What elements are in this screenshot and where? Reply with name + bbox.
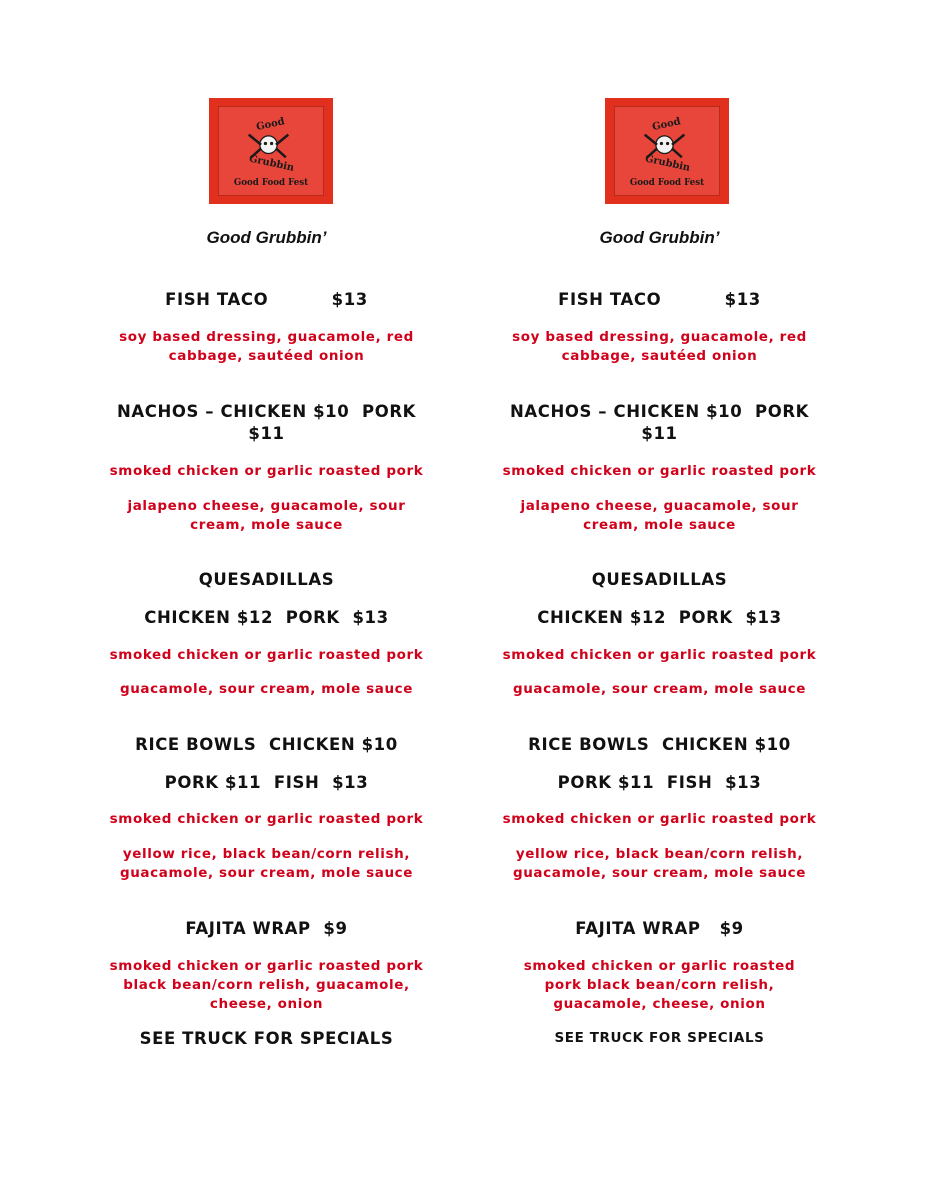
logo	[209, 98, 333, 204]
svg-text:Good Food Fest: Good Food Fest	[629, 177, 705, 188]
rice-bowls-desc: yellow rice, black bean/corn relish, guacamole, sour cream, mole sauce	[119, 846, 414, 881]
fish-taco-title: FISH TACO $13	[165, 290, 368, 309]
rice-bowls-desc: yellow rice, black bean/corn relish, guacamole, sour cream, mole sauce	[512, 846, 807, 881]
logo	[605, 98, 729, 204]
quesadillas-desc: guacamole, sour cream, mole sauce	[119, 681, 414, 697]
quesadillas-meat: smoked chicken or garlic roasted pork	[502, 647, 817, 663]
quesadillas-desc: guacamole, sour cream, mole sauce	[512, 681, 807, 697]
nachos-desc: jalapeno cheese, guacamole, sour cream, mole sauce	[127, 498, 406, 533]
svg-text:Good: Good	[255, 116, 286, 134]
quesadillas-title: QUESADILLAS	[198, 570, 335, 589]
svg-text:Good Food Fest: Good Food Fest	[233, 177, 309, 188]
quesadillas-meat: smoked chicken or garlic roasted pork	[109, 647, 424, 663]
rice-bowls-title: RICE BOWLS CHICKEN $10	[528, 735, 791, 754]
fish-taco-desc: soy based dressing, guacamole, red cabbage, sautéed onion	[119, 329, 414, 364]
nachos-title: NACHOS – CHICKEN $10 PORK $11	[116, 402, 417, 443]
rice-bowls-meat: smoked chicken or garlic roasted pork	[109, 811, 424, 827]
quesadillas-prices: CHICKEN $12 PORK $13	[537, 608, 782, 627]
specials-note: SEE TRUCK FOR SPECIALS	[139, 1029, 394, 1048]
nachos-title: NACHOS – CHICKEN $10 PORK $11	[509, 402, 810, 443]
fish-taco-desc: soy based dressing, guacamole, red cabbage, sautéed onion	[512, 329, 807, 364]
brand-name: Good Grubbin’	[206, 228, 327, 247]
fajita-wrap-desc: smoked chicken or garlic roasted pork black bean/corn relish, guacamole, cheese, onion	[523, 958, 796, 1012]
quesadillas-title: QUESADILLAS	[591, 570, 728, 589]
logo-emblem	[614, 106, 720, 196]
quesadillas-prices: CHICKEN $12 PORK $13	[144, 608, 389, 627]
rice-bowls-meat: smoked chicken or garlic roasted pork	[502, 811, 817, 827]
svg-text:Good: Good	[651, 116, 682, 134]
nachos-meat: smoked chicken or garlic roasted pork	[502, 463, 817, 479]
rice-bowls-prices: PORK $11 FISH $13	[164, 773, 369, 792]
nachos-desc: jalapeno cheese, guacamole, sour cream, mole sauce	[520, 498, 799, 533]
brand-name: Good Grubbin’	[599, 228, 720, 247]
rice-bowls-title: RICE BOWLS CHICKEN $10	[135, 735, 398, 754]
nachos-meat: smoked chicken or garlic roasted pork	[109, 463, 424, 479]
svg-text:Grubbin: Grubbin	[248, 153, 295, 174]
logo-emblem	[218, 106, 324, 196]
fish-taco-title: FISH TACO $13	[558, 290, 761, 309]
fajita-wrap-title: FAJITA WRAP $9	[185, 919, 348, 938]
fajita-wrap-title: FAJITA WRAP $9	[575, 919, 744, 938]
fajita-wrap-desc: smoked chicken or garlic roasted pork black bean/corn relish, guacamole, cheese, onion	[109, 958, 424, 1012]
rice-bowls-prices: PORK $11 FISH $13	[557, 773, 762, 792]
specials-note: SEE TRUCK FOR SPECIALS	[554, 1030, 765, 1046]
svg-text:Grubbin: Grubbin	[644, 153, 691, 174]
